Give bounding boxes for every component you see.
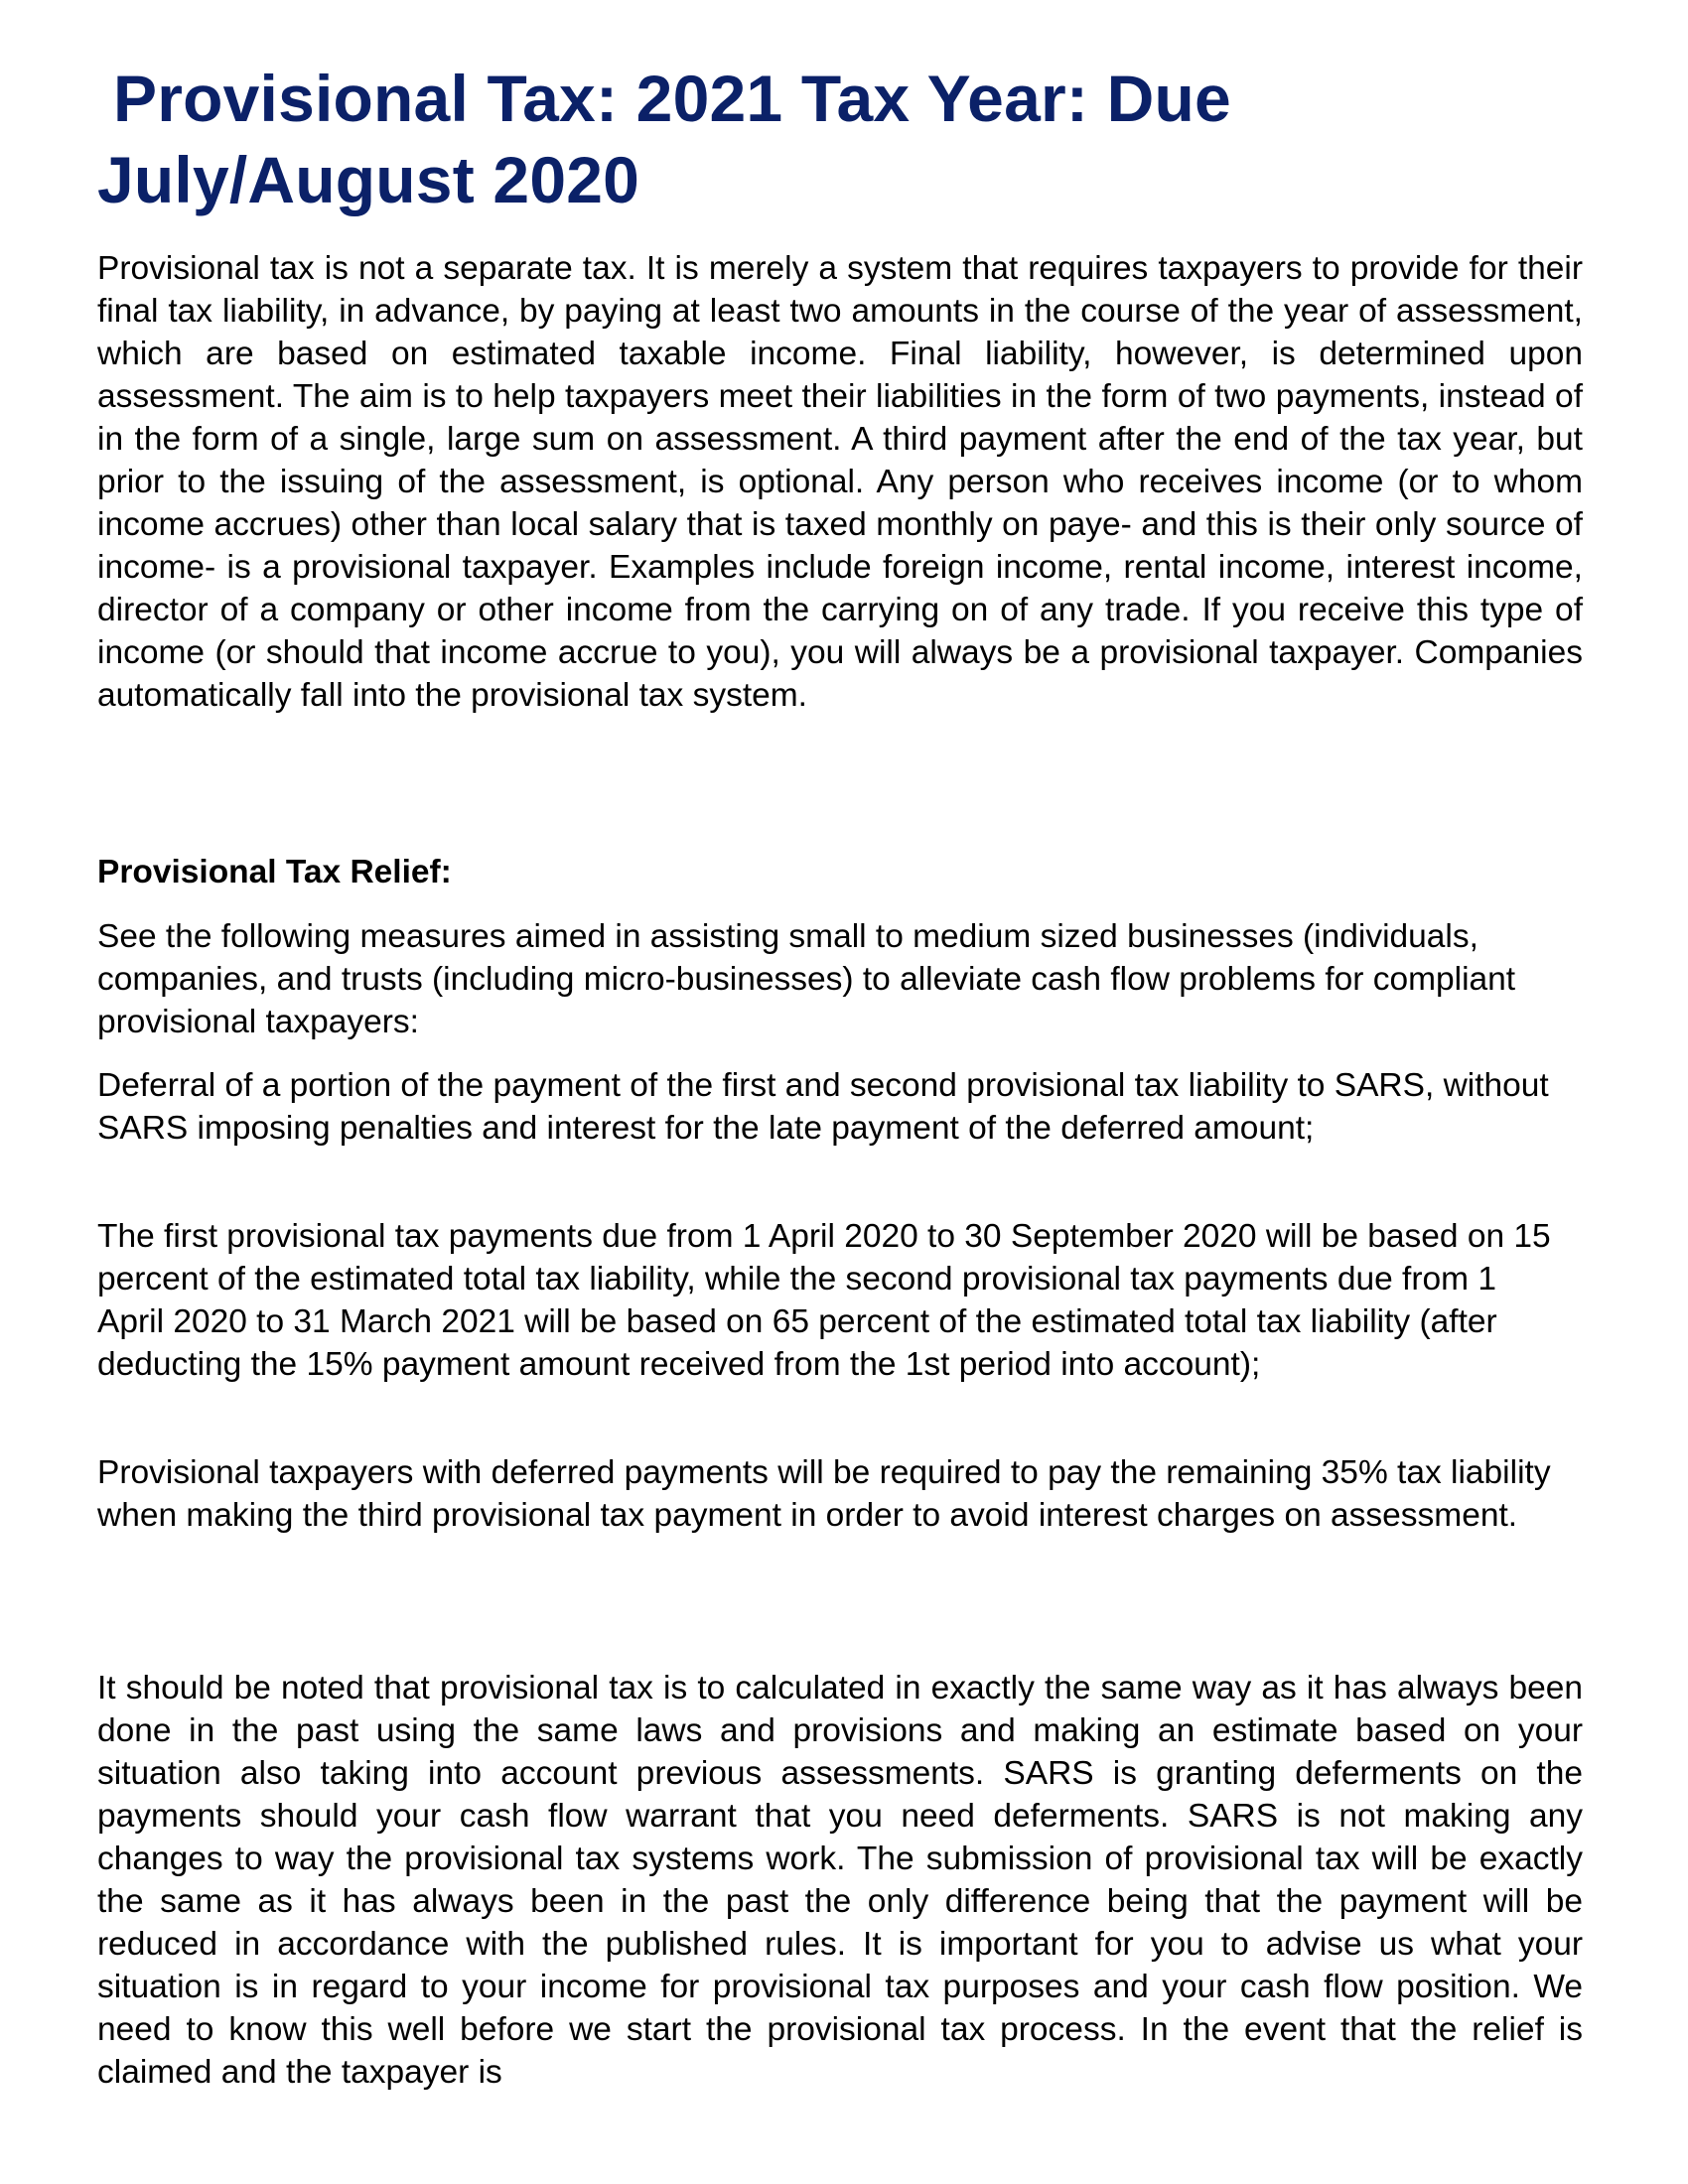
closing-paragraph: It should be noted that provisional tax is to calculated in exactly the same way as it has always been done in the past using the same laws and provisions and making an estimate based on your situation also taking into account previous assessments. SARS is granting deferments on the payments should your cash flow warrant that you need deferments. SARS is not making any changes to way the provisional tax systems work. The submission of provisional tax will be exactly the same as it has always been in the past the only difference being that the payment will be reduced in accordance with the published rules. It is important for you to advise us what your situation is in regard to your income for provisional tax purposes and your cash flow position. We need to know this well before we start the provisional tax process. In the event that the relief is claimed and the taxpayer is xyxy=(97,1670,1583,2091)
relief-section-heading: Provisional Tax Relief: xyxy=(97,854,452,890)
relief-paragraph-measures: See the following measures aimed in assisting small to medium sized businesses (individuals, companies, and trusts (including micro-businesses) to alleviate cash flow problems for compliant provisional taxpayers: xyxy=(97,918,1516,1040)
page-title-line-1: Provisional Tax: 2021 Tax Year: Due xyxy=(113,62,1231,135)
page-title-line-2: July/August 2020 xyxy=(97,143,640,216)
intro-paragraph: Provisional tax is not a separate tax. It is merely a system that requires taxpayers to provide for their final tax liability, in advance, by paying at least two amounts in the course of the year of assessment, which are based on estimated taxable income. Final liability, however, is determined upon assessment. The aim is to help taxpayers meet their liabilities in the form of two payments, instead of in the form of a single, large sum on assessment. A third payment after the end of the tax year, but prior to the issuing of the assessment, is optional. Any person who receives income (or to whom income accrues) other than local salary that is taxed monthly on paye- and this is their only source of income- is a provisional taxpayer. Examples include foreign income, rental income, interest income, director of a company or other income from the carrying on of any trade. If you receive this type of income (or should that income accrue to you), you will always be a provisional taxpayer. Companies automatically fall into the provisional tax system. xyxy=(97,250,1583,714)
relief-paragraph-deferral: Deferral of a portion of the payment of the first and second provisional tax liability to SARS, without SARS imposing penalties and interest for the late payment of the deferred amount; xyxy=(97,1067,1549,1147)
relief-paragraph-remaining-payment: Provisional taxpayers with deferred payments will be required to pay the remaining 35% tax liability when making the third provisional tax payment in order to avoid interest charges on assessment. xyxy=(97,1454,1551,1534)
relief-paragraph-payment-schedule: The first provisional tax payments due from 1 April 2020 to 30 September 2020 will be based on 15 percent of the estimated total tax liability, while the second provisional tax payments due from 1 April 2020 to 31 March 2021 will be based on 65 percent of the estimated total tax liability (after deducting the 15% payment amount received from the 1st period into account); xyxy=(97,1218,1551,1383)
page-title xyxy=(97,58,1583,220)
